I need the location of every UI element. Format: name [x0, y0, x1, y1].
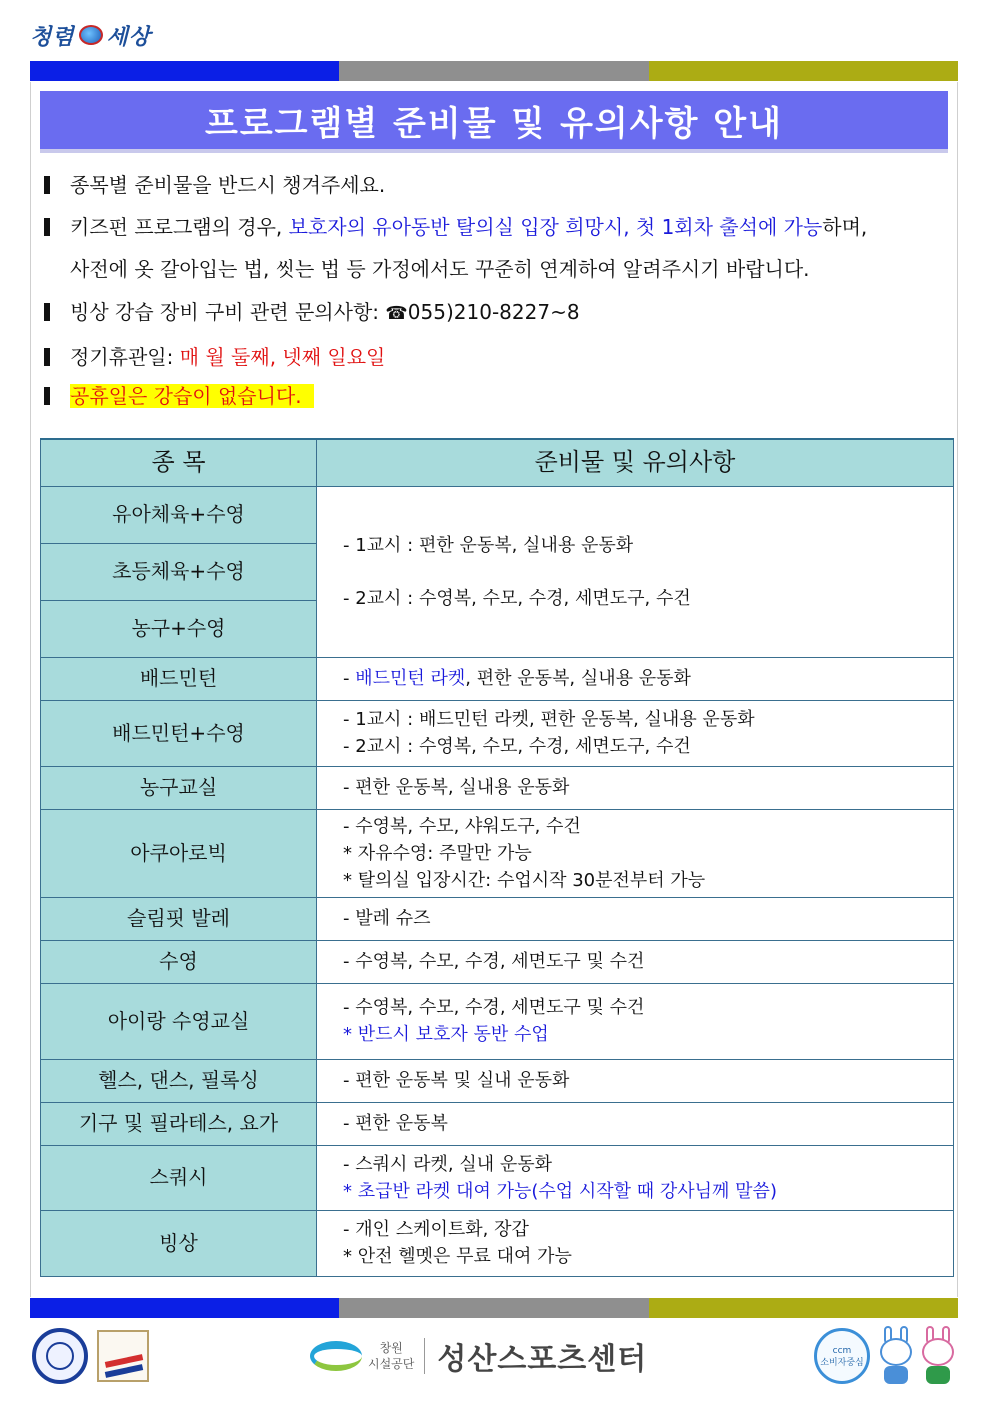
table-row: 농구+수영	[41, 600, 954, 657]
logo-text-right: 세상	[106, 23, 152, 50]
table-row: 수영 - 수영복, 수모, 수경, 세면도구 및 수건	[41, 940, 954, 983]
bullet-bar-icon	[44, 348, 50, 366]
table-row: 배드민턴+수영 - 1교시 : 배드민턴 라켓, 편한 운동복, 실내용 운동화 - 2교시 : 수영복, 수모, 수경, 세면도구, 수건	[41, 700, 954, 766]
notice-item: 공휴일은 강습이 없습니다.	[44, 381, 314, 411]
center-name: 성산스포츠센터	[437, 1342, 648, 1377]
table-row: 기구 및 필라테스, 요가 - 편한 운동복	[41, 1102, 954, 1145]
bullet-bar-icon	[44, 176, 50, 194]
top-color-bar	[30, 61, 958, 81]
table-row: 농구교실 - 편한 운동복, 실내용 운동화	[41, 766, 954, 809]
notice-continuation: 사전에 옷 갈아입는 법, 씻는 법 등 가정에서도 꾸준히 연계하여 알려주시기 바랍니다.	[70, 257, 810, 281]
certification-badge-icon	[97, 1330, 149, 1382]
title-banner	[40, 91, 948, 153]
ccm-badge-icon: ccm 소비자중심	[814, 1328, 870, 1384]
org-logo: 창원 시설공단 성산스포츠센터	[310, 1334, 647, 1378]
notice-item: 종목별 준비물을 반드시 챙겨주세요.	[44, 170, 385, 200]
header-detail: 준비물 및 유의사항	[317, 439, 954, 486]
bullet-bar-icon	[44, 218, 50, 236]
globe-icon	[79, 25, 103, 45]
bullet-bar-icon	[44, 387, 50, 405]
table-row: 슬림핏 발레 - 발레 슈즈	[41, 897, 954, 940]
notice-item: 키즈펀 프로그램의 경우, 보호자의 유아동반 탈의실 입장 희망시, 첫 1회차 출석에 가능하며,	[44, 212, 867, 242]
notice-item: 정기휴관일: 매 월 둘째, 넷째 일요일	[44, 342, 385, 372]
table-row: 빙상 - 개인 스케이트화, 장갑 * 안전 헬멧은 무료 대여 가능	[41, 1210, 954, 1276]
footer	[0, 1320, 992, 1390]
table-row: 아쿠아로빅 - 수영복, 수모, 샤워도구, 수건 * 자유수영: 주말만 가능 * 탈의실 입장시간: 수업시작 30분전부터 가능	[41, 809, 954, 897]
table-row: 헬스, 댄스, 필록싱 - 편한 운동복 및 실내 운동화	[41, 1059, 954, 1102]
bottom-color-bar	[30, 1298, 958, 1318]
swoosh-logo-icon	[310, 1341, 362, 1371]
bullet-bar-icon	[44, 303, 50, 321]
table-row: 아이랑 수영교실 - 수영복, 수모, 수경, 세면도구 및 수건 * 반드시 보호자 동반 수업	[41, 983, 954, 1059]
table-row: 스쿼시 - 스쿼시 라켓, 실내 운동화 * 초급반 라켓 대여 가능(수업 시작할 때 강사님께 말씀)	[41, 1145, 954, 1210]
table-row: 초등체육+수영	[41, 543, 954, 600]
program-table	[40, 438, 954, 1277]
page-title: 프로그램별 준비물 및 유의사항 안내	[204, 103, 783, 144]
table-row: 배드민턴 - 배드민턴 라켓, 편한 운동복, 실내용 운동화	[41, 657, 954, 700]
notice-item: 빙상 강습 장비 구비 관련 문의사항: ☎055)210-8227~8	[44, 297, 580, 329]
mascot-icon	[918, 1326, 958, 1386]
phone-icon: ☎	[385, 303, 408, 324]
header-category: 종 목	[41, 439, 317, 486]
logo-text-left: 청렴	[30, 23, 75, 50]
integrity-logo	[30, 20, 151, 50]
human-rights-seal-icon	[32, 1328, 88, 1384]
table-row: 유아체육+수영 - 1교시 : 편한 운동복, 실내용 운동화 - 2교시 : 수영복, 수모, 수경, 세면도구, 수건	[41, 486, 954, 543]
mascot-icon	[876, 1326, 916, 1386]
table-header-row	[41, 439, 954, 486]
